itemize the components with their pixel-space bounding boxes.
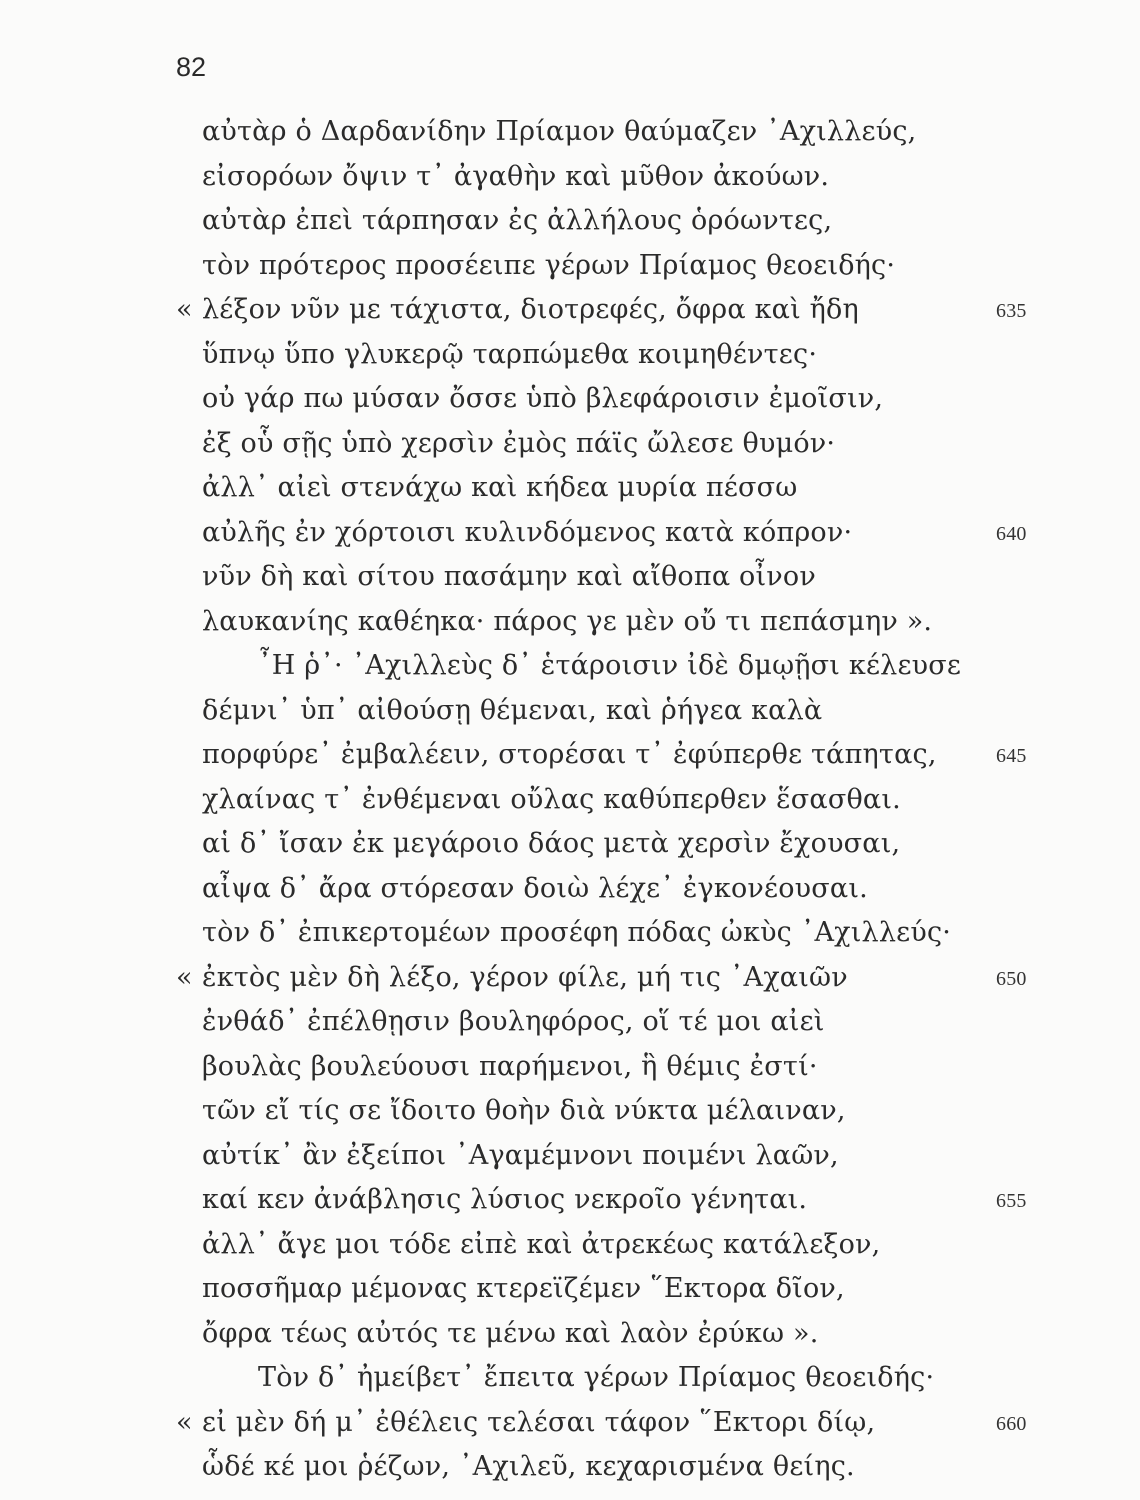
verse-text: δέμνι᾿ ὑπ᾿ αἰθούσῃ θέμεναι, καὶ ῥήγεα καλὰ	[202, 694, 823, 726]
line-number: 640	[996, 522, 1027, 545]
line-number: 645	[996, 745, 1027, 767]
verse-text: λαυκανίης καθέηκα· πάρος γε μὲν οὔ τι πεπάσμην ».	[202, 605, 933, 637]
verse-line	[0, 420, 1140, 465]
verse-text: ἐκτὸς μὲν δὴ λέξο, γέρον φίλε, μή τις ᾿Αχαιῶν	[202, 961, 848, 993]
line-number: 635	[996, 300, 1027, 322]
verse-text: Τὸν δ᾿ ἠμείβετ᾿ ἔπειτα γέρων Πρίαμος θεοειδής·	[258, 1362, 935, 1393]
verse-line	[0, 1310, 1140, 1355]
verse-line	[0, 998, 1140, 1043]
verse-text: ἀλλ᾿ αἰεὶ στενάχω καὶ κήδεα μυρία πέσσω	[202, 472, 798, 503]
verse-line	[0, 153, 1140, 198]
verse-line	[0, 286, 1140, 331]
verse-text: αὐλῆς ἐν χόρτοισι κυλινδόμενος κατὰ κόπρον·	[202, 516, 853, 548]
verse-block	[0, 108, 1140, 1488]
verse-line	[0, 509, 1140, 554]
quote-mark: «	[176, 294, 193, 325]
verse-text: λέξον νῦν με τάχιστα, διοτρεφές, ὄφρα καὶ ἤδη	[202, 294, 859, 325]
verse-line	[0, 242, 1140, 287]
verse-text: τὸν πρότερος προσέειπε γέρων Πρίαμος θεοειδής·	[202, 249, 896, 281]
verse-text: χλαίνας τ᾿ ἐνθέμεναι οὔλας καθύπερθεν ἕσασθαι.	[202, 783, 901, 815]
verse-line	[0, 1354, 1140, 1399]
verse-text: βουλὰς βουλεύουσι παρήμενοι, ἣ θέμις ἐστί·	[202, 1050, 818, 1082]
verse-line	[0, 108, 1140, 153]
verse-text: ἐξ οὗ σῇς ὑπὸ χερσὶν ἐμὸς πάϊς ὤλεσε θυμόν·	[202, 427, 836, 459]
verse-line	[0, 954, 1140, 999]
verse-text: τῶν εἴ τίς σε ἴδοιτο θοὴν διὰ νύκτα μέλαιναν,	[202, 1095, 846, 1126]
verse-line	[0, 1399, 1140, 1444]
verse-text: τὸν δ᾿ ἐπικερτομέων προσέφη πόδας ὠκὺς ᾿Αχιλλεύς·	[202, 917, 952, 948]
quote-mark: «	[176, 1406, 193, 1438]
verse-line	[0, 553, 1140, 598]
verse-line	[0, 331, 1140, 376]
verse-text: ἐνθάδ᾿ ἐπέλθῃσιν βουληφόρος, οἵ τέ μοι αἰεὶ	[202, 1006, 825, 1037]
verse-line	[0, 375, 1140, 420]
verse-line	[0, 642, 1140, 687]
verse-text: ἀλλ᾿ ἄγε μοι τόδε εἰπὲ καὶ ἀτρεκέως κατάλεξον,	[202, 1228, 881, 1260]
verse-line	[0, 865, 1140, 910]
verse-line	[0, 1265, 1140, 1310]
page-number: 82	[176, 52, 207, 82]
verse-line	[0, 197, 1140, 242]
line-number: 660	[996, 1412, 1027, 1435]
verse-line	[0, 909, 1140, 954]
verse-text: αὐτίκ᾿ ἂν ἐξείποι ᾿Αγαμέμνονι ποιμένι λαῶν,	[202, 1139, 839, 1171]
verse-text: αὐτὰρ ἐπεὶ τάρπησαν ἐς ἀλλήλους ὁρόωντες,	[202, 205, 833, 236]
verse-text: αἱ δ᾿ ἴσαν ἐκ μεγάροιο δάος μετὰ χερσὶν ἔχουσαι,	[202, 828, 901, 859]
verse-line	[0, 1443, 1140, 1488]
line-number: 655	[996, 1190, 1027, 1212]
verse-text: οὐ γάρ πω μύσαν ὄσσε ὑπὸ βλεφάροισιν ἐμοῖσιν,	[202, 383, 884, 414]
verse-text: νῦν δὴ καὶ σίτου πασάμην καὶ αἴθοπα οἶνον	[202, 561, 816, 592]
verse-text: αὐτὰρ ὁ Δαρδανίδην Πρίαμον θαύμαζεν ᾿Αχιλλεύς,	[202, 116, 917, 147]
verse-text: εἰ μὲν δή μ᾿ ἐθέλεις τελέσαι τάφον ῞Εκτορι δίῳ,	[202, 1406, 876, 1438]
verse-line	[0, 1176, 1140, 1221]
quote-mark: «	[176, 961, 193, 993]
verse-line	[0, 820, 1140, 865]
verse-text: αἶψα δ᾿ ἄρα στόρεσαν δοιὼ λέχε᾿ ἐγκονέουσαι.	[202, 872, 868, 904]
verse-text: πορφύρε᾿ ἐμβαλέειν, στορέσαι τ᾿ ἐφύπερθε τάπητας,	[202, 739, 937, 770]
verse-text: ποσσῆμαρ μέμονας κτερεϊζέμεν ῞Εκτορα δῖον,	[202, 1273, 845, 1304]
verse-line	[0, 1087, 1140, 1132]
verse-line	[0, 1043, 1140, 1088]
verse-line	[0, 464, 1140, 509]
verse-text: ὄφρα τέως αὐτός τε μένω καὶ λαὸν ἐρύκω ».	[202, 1317, 819, 1349]
verse-line	[0, 1132, 1140, 1177]
verse-line	[0, 731, 1140, 776]
verse-line	[0, 598, 1140, 643]
verse-text: εἰσορόων ὄψιν τ᾿ ἀγαθὴν καὶ μῦθον ἀκούων.	[202, 160, 830, 192]
verse-text: καί κεν ἀνάβλησις λύσιος νεκροῖο γένηται.	[202, 1184, 808, 1215]
line-number: 650	[996, 967, 1027, 990]
verse-line	[0, 1221, 1140, 1266]
verse-text: ῏Η ῥ᾿· ᾿Αχιλλεὺς δ᾿ ἑτάροισιν ἰδὲ δμῳῇσι κέλευσε	[258, 650, 962, 681]
verse-text: ὕπνῳ ὕπο γλυκερῷ ταρπώμεθα κοιμηθέντες·	[202, 338, 818, 370]
verse-line	[0, 776, 1140, 821]
verse-line	[0, 687, 1140, 732]
verse-text: ὧδέ κέ μοι ῥέζων, ᾿Αχιλεῦ, κεχαρισμένα θείης.	[202, 1451, 855, 1482]
